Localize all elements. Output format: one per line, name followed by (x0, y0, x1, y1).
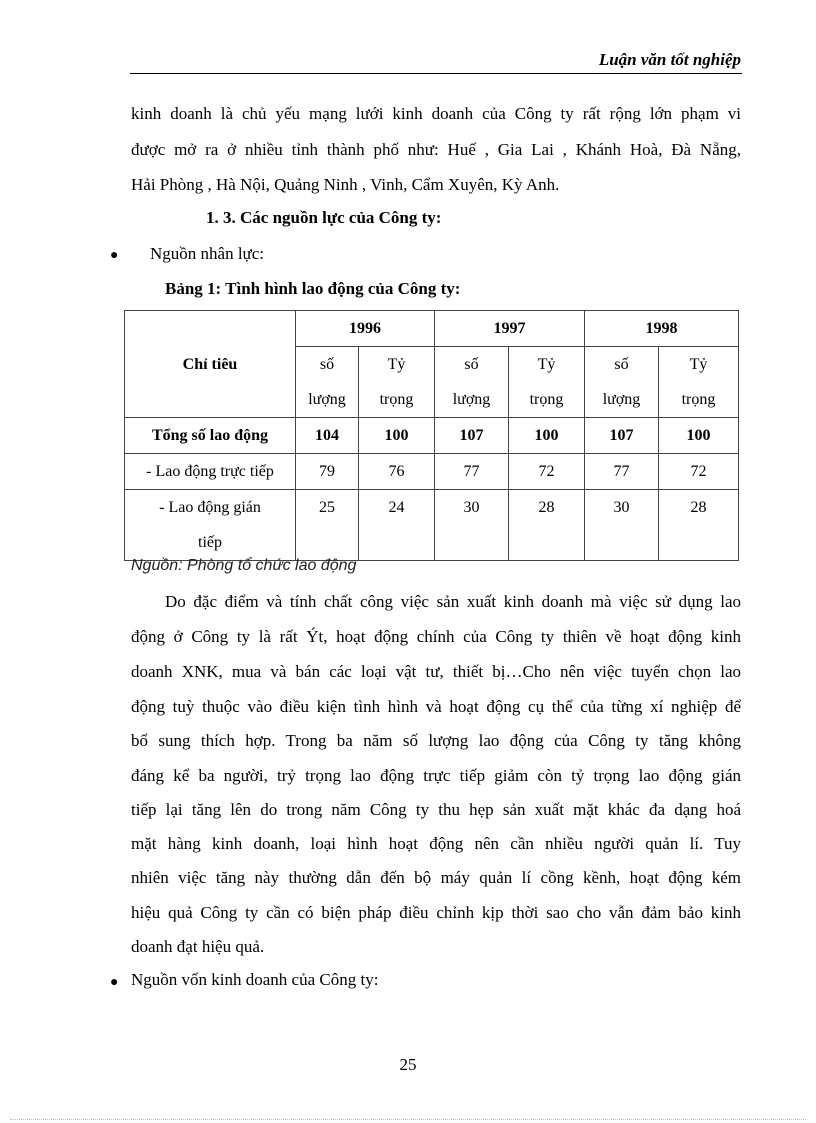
cell-value: 79 (296, 454, 359, 490)
bullet-text-capital: Nguồn vốn kinh doanh của Công ty: (131, 970, 379, 989)
cell-value: 107 (435, 418, 509, 454)
cell-value: 76 (359, 454, 435, 490)
cell-value: 30 (435, 490, 509, 561)
paragraph-line: hiệu quả Công ty cần có biện pháp điều chỉnh kịp thời sao cho vẫn đảm bảo kinh (131, 903, 741, 922)
paragraph-line: mặt hàng kinh doanh, loại hình hoạt động nên cần nhiều người quản lí. Tuy (131, 834, 741, 853)
intro-line: kinh doanh là chủ yếu mạng lưới kinh doanh của Công ty rất rộng lớn phạm vi (131, 104, 741, 123)
cell-value: 104 (296, 418, 359, 454)
cell-value: 25 (296, 490, 359, 561)
cell-value: 72 (509, 454, 585, 490)
row-label: Tổng số lao động (125, 418, 296, 454)
intro-line: Hải Phòng , Hà Nội, Quảng Ninh , Vinh, Cẩm Xuyên, Kỳ Anh. (131, 175, 560, 194)
table-title: Bảng 1: Tình hình lao động của Công ty: (165, 279, 461, 298)
cell-value: 77 (585, 454, 659, 490)
table-row-total (125, 418, 739, 454)
bullet-icon: ● (110, 975, 119, 990)
cell-value: 28 (659, 490, 739, 561)
table-source: Nguồn: Phòng tổ chức lao động (131, 557, 357, 574)
cell-value: 72 (659, 454, 739, 490)
paragraph-line: doanh đạt hiệu quả. (131, 937, 265, 956)
cell-value: 28 (509, 490, 585, 561)
year-header: 1997 (435, 311, 585, 347)
cell-value: 100 (509, 418, 585, 454)
labor-table (124, 310, 739, 561)
sub-header-count: số lượng (435, 347, 509, 418)
row-label: - Lao động gián tiếp (125, 490, 296, 561)
sub-header-count: số lượng (296, 347, 359, 418)
sub-header-ratio: Tỷ trọng (359, 347, 435, 418)
section-heading: 1. 3. Các nguồn lực của Công ty: (206, 208, 442, 227)
paragraph-line: nhiên việc tăng này thường dẫn đến bộ máy quản lí cồng kềnh, hoạt động kém (131, 868, 741, 887)
footer-rule (10, 1119, 806, 1120)
paragraph-line: bổ sung thích hợp. Trong ba năm số lượng lao động của Công ty tăng không (131, 731, 741, 750)
paragraph-line: doanh XNK, mua và bán các loại vật tư, thiết bị…Cho nên việc tuyển chọn lao (131, 662, 741, 681)
cell-value: 30 (585, 490, 659, 561)
cell-value: 107 (585, 418, 659, 454)
sub-header-count: số lượng (585, 347, 659, 418)
paragraph-line: đáng kể ba người, trỷ trọng lao động trực tiếp giảm còn tỷ trọng lao động gián (131, 766, 741, 785)
bullet-icon: ● (110, 248, 119, 263)
paragraph-line: động ở Công ty là rất Ýt, hoạt động chính của Công ty thiên về hoạt động kinh (131, 627, 741, 646)
bullet-text-hr: Nguồn nhân lực: (150, 244, 265, 263)
cell-value: 24 (359, 490, 435, 561)
paragraph-line: động tuỳ thuộc vào điều kiện tình hình và hoạt động cụ thể của từng xí nghiệp để (131, 697, 741, 716)
sub-header-ratio: Tỷ trọng (509, 347, 585, 418)
cell-value: 100 (359, 418, 435, 454)
paragraph-line: Do đặc điểm và tính chất công việc sản xuất kinh doanh mà việc sử dụng lao (165, 592, 741, 611)
intro-line: được mở ra ở nhiều tỉnh thành phố như: Huế , Gia Lai , Khánh Hoà, Đà Nẵng, (131, 140, 741, 159)
row-label: - Lao động trực tiếp (125, 454, 296, 490)
col-header-indicator: Chỉ tiêu (125, 311, 296, 418)
year-header: 1998 (585, 311, 739, 347)
page-header-title: Luận văn tốt nghiệp (598, 50, 741, 69)
paragraph-line: tiếp lại tăng lên do trong năm Công ty thu hẹp sản xuất mặt khác đa dạng hoá (131, 800, 741, 819)
table-row-direct (125, 454, 739, 490)
cell-value: 77 (435, 454, 509, 490)
sub-header-ratio: Tỷ trọng (659, 347, 739, 418)
page-number: 25 (399, 1055, 417, 1074)
year-header: 1996 (296, 311, 435, 347)
table-row-indirect (125, 490, 739, 561)
cell-value: 100 (659, 418, 739, 454)
header-rule (130, 73, 742, 74)
